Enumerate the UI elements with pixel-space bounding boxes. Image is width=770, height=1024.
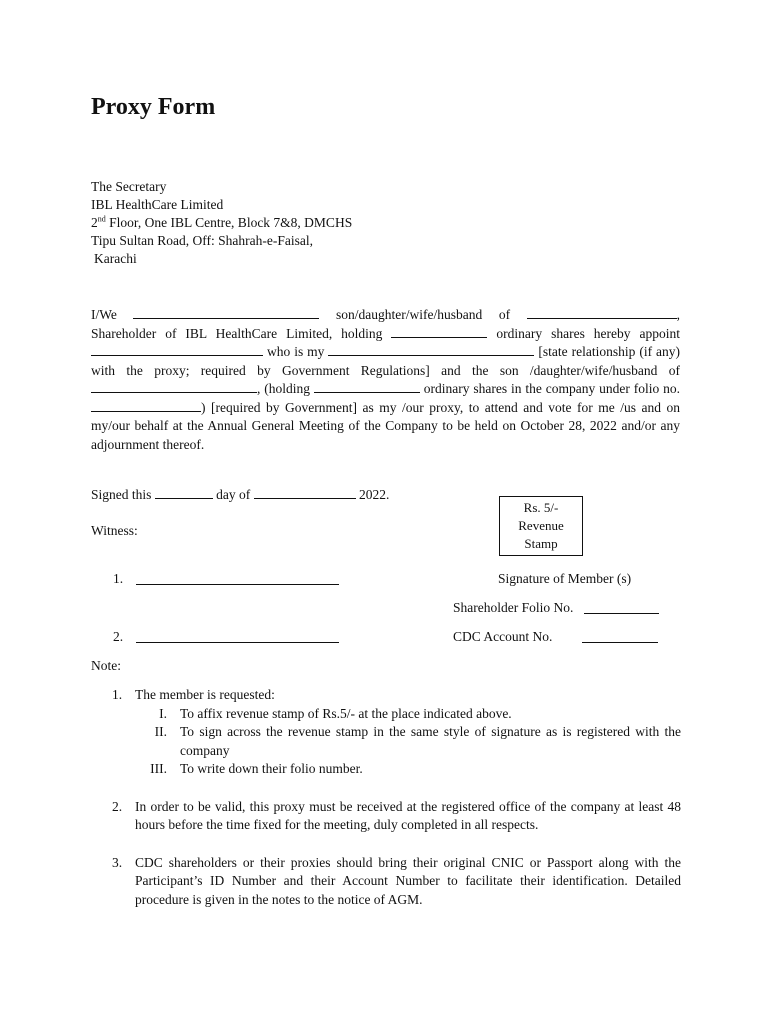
recipient-address [91, 178, 352, 268]
witness-2-number: 2. [113, 629, 124, 644]
member-name-blank[interactable] [133, 306, 319, 319]
address-line-4: Tipu Sultan Road, Off: Shahrah-e-Faisal, [91, 233, 313, 248]
sub-note-number: II. [154, 724, 167, 739]
proxy-relative-blank[interactable] [91, 380, 257, 393]
stamp-line-2: Revenue [518, 518, 564, 533]
member-relative-blank[interactable] [527, 306, 677, 319]
stamp-line-1: Rs. 5/- [523, 500, 559, 515]
cdc-account-label: CDC Account No. [453, 629, 553, 644]
proxy-name-blank[interactable] [91, 343, 263, 356]
notes-list [91, 686, 681, 909]
appointment-paragraph: I/We son/daughter/wife/husband of , Shareholder of IBL HealthCare Limited, holding ordinary shares hereby appoint who is my [state relationship (if any) with the proxy; required by Government Regulations] and the son /daughter/wife/husband of , (holding ordinary shares in the company under folio no. ) [required by Government] as my /our proxy, to attend and vote for me /us and on my/our behalf at the Annual General Meeting of the Company to be held on October 28, 2022 and/or any adjournment thereof. [91, 307, 681, 452]
sub-note-3 [135, 760, 681, 779]
signed-day-blank[interactable] [155, 486, 213, 499]
signed-month-blank[interactable] [254, 486, 356, 499]
note-text: In order to be valid, this proxy must be received at the registered office of the company at least 48 hours before the time fixed for the meeting, duly completed in all respects. [135, 798, 681, 832]
cdc-account-line[interactable] [582, 642, 658, 643]
relationship-blank[interactable] [328, 343, 534, 356]
address-line-3: 2nd Floor, One IBL Centre, Block 7&8, DMCHS [91, 214, 353, 230]
note-number: 2. [112, 798, 123, 814]
witness-2-signature-line[interactable] [136, 642, 339, 643]
note-item-3 [91, 854, 681, 910]
note-text: The member is requested: [135, 687, 275, 702]
sub-note-number: I. [159, 705, 167, 721]
signed-date-line: Signed this day of 2022. [91, 487, 390, 502]
sub-note-text: To sign across the revenue stamp in the same style of signature as is registered with the company [180, 724, 681, 758]
stamp-line-3: Stamp [524, 536, 558, 551]
proxy-shares-blank[interactable] [314, 380, 420, 393]
witness-1-number: 1. [113, 571, 124, 586]
note-label: Note: [91, 658, 121, 673]
note-item-2 [91, 798, 681, 835]
note-number: 1. [112, 687, 123, 702]
address-line-2: IBL HealthCare Limited [91, 197, 224, 212]
sub-note-text: To write down their folio number. [180, 761, 363, 776]
sub-note-1 [135, 705, 681, 724]
sub-note-2 [135, 723, 681, 760]
note-item-1 [91, 686, 681, 779]
witness-label: Witness: [91, 523, 138, 538]
signature-of-member-label: Signature of Member (s) [498, 571, 632, 586]
sub-note-number: III. [150, 761, 167, 776]
revenue-stamp-box [499, 496, 583, 556]
page-title: Proxy Form [91, 94, 216, 120]
address-line-1: The Secretary [91, 179, 167, 194]
address-line-5: Karachi [94, 251, 137, 266]
proxy-folio-blank[interactable] [91, 399, 201, 412]
note-text: CDC shareholders or their proxies should bring their original CNIC or Passport along with the Participant’s ID Number and their Account Number to facilitate their identification. Detailed procedure is given in the notes to the notice of AGM. [135, 854, 681, 907]
folio-number-line[interactable] [584, 613, 659, 614]
folio-number-label: Shareholder Folio No. [453, 600, 574, 615]
witness-1-signature-line[interactable] [136, 584, 339, 585]
shares-held-blank[interactable] [391, 325, 487, 338]
sub-note-text: To affix revenue stamp of Rs.5/- at the place indicated above. [180, 705, 512, 721]
note-number: 3. [112, 854, 123, 870]
